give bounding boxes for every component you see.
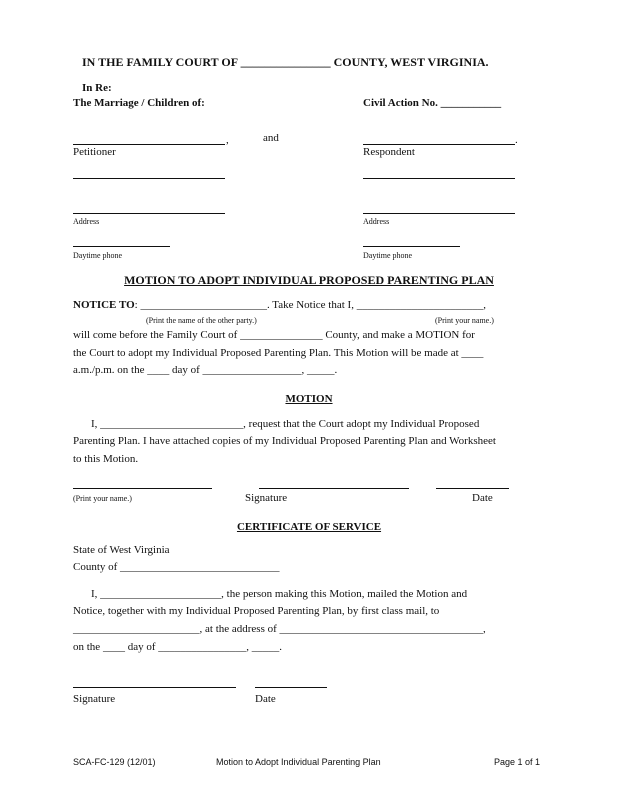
certificate-date-label: Date [255, 693, 276, 705]
civil-action-label: Civil Action No. ___________ [363, 97, 502, 109]
motion-heading: MOTION [285, 393, 333, 405]
motion-line-2: Parenting Plan. I have attached copies of my Individual Proposed Parenting Plan and Worksheet [73, 435, 496, 447]
print-other-party-hint: (Print the name of the other party.) [146, 316, 257, 325]
respondent-address-line[interactable] [363, 213, 515, 214]
notice-line-3: the Court to adopt my Individual Proposed Parenting Plan. This Motion will be made at ____ [73, 347, 484, 359]
certificate-signature-line[interactable] [73, 687, 236, 688]
petitioner-label: Petitioner [73, 146, 116, 158]
respondent-period: . [515, 134, 518, 146]
notice-line-4: a.m./p.m. on the ____ day of __________________, _____. [73, 364, 338, 376]
certificate-line-3: _______________________, at the address of _____________________________________, [73, 623, 486, 635]
respondent-address-label: Address [363, 217, 390, 226]
petitioner-phone-line[interactable] [73, 246, 170, 247]
certificate-date-line[interactable] [255, 687, 327, 688]
certificate-state: State of West Virginia [73, 544, 170, 556]
motion-line-1: I, __________________________, request that the Court adopt my Individual Proposed [91, 418, 480, 430]
notice-line-1-text: : _______________________. Take Notice that I, _______________________, [134, 299, 486, 311]
marriage-label: The Marriage / Children of: [73, 97, 205, 109]
respondent-line-2[interactable] [363, 178, 515, 179]
motion-signature-line[interactable] [259, 488, 409, 489]
notice-to-label: NOTICE TO [73, 299, 135, 311]
motion-signature-label: Signature [245, 492, 288, 504]
respondent-phone-line[interactable] [363, 246, 460, 247]
and-label: and [263, 132, 279, 144]
petitioner-comma: , [226, 134, 229, 146]
petitioner-line-2[interactable] [73, 178, 225, 179]
respondent-phone-label: Daytime phone [363, 251, 413, 260]
petitioner-phone-label: Daytime phone [73, 251, 123, 260]
certificate-signature-label: Signature [73, 693, 116, 705]
print-your-name-hint: (Print your name.) [435, 316, 494, 325]
certificate-heading: CERTIFICATE OF SERVICE [236, 521, 382, 533]
notice-line-1 [73, 299, 486, 311]
certificate-line-2: Notice, together with my Individual Proposed Parenting Plan, by first class mail, to [73, 605, 440, 617]
footer-form-id: SCA-FC-129 (12/01) [73, 757, 156, 767]
motion-print-name-line[interactable] [73, 488, 212, 489]
petitioner-address-line[interactable] [73, 213, 225, 214]
notice-line-2: will come before the Family Court of _______________ County, and make a MOTION for [73, 329, 475, 341]
in-re-label: In Re: [82, 82, 112, 94]
motion-print-name-label: (Print your name.) [73, 494, 132, 503]
respondent-label: Respondent [363, 146, 415, 158]
motion-line-3: to this Motion. [73, 453, 139, 465]
certificate-line-1: I, ______________________, the person making this Motion, mailed the Motion and [91, 588, 468, 600]
motion-title: MOTION TO ADOPT INDIVIDUAL PROPOSED PARENTING PLAN [124, 273, 494, 287]
certificate-line-4: on the ____ day of ________________, _____. [73, 641, 282, 653]
certificate-county: County of _____________________________ [73, 561, 280, 573]
footer-page-number: Page 1 of 1 [494, 757, 541, 767]
respondent-name-line[interactable] [363, 144, 515, 145]
motion-date-label: Date [472, 492, 493, 504]
court-heading: IN THE FAMILY COURT OF _______________ COUNTY, WEST VIRGINIA. [82, 55, 489, 69]
petitioner-address-label: Address [73, 217, 100, 226]
petitioner-name-line[interactable] [73, 144, 225, 145]
footer-form-title: Motion to Adopt Individual Parenting Plan [216, 757, 381, 767]
motion-date-line[interactable] [436, 488, 509, 489]
